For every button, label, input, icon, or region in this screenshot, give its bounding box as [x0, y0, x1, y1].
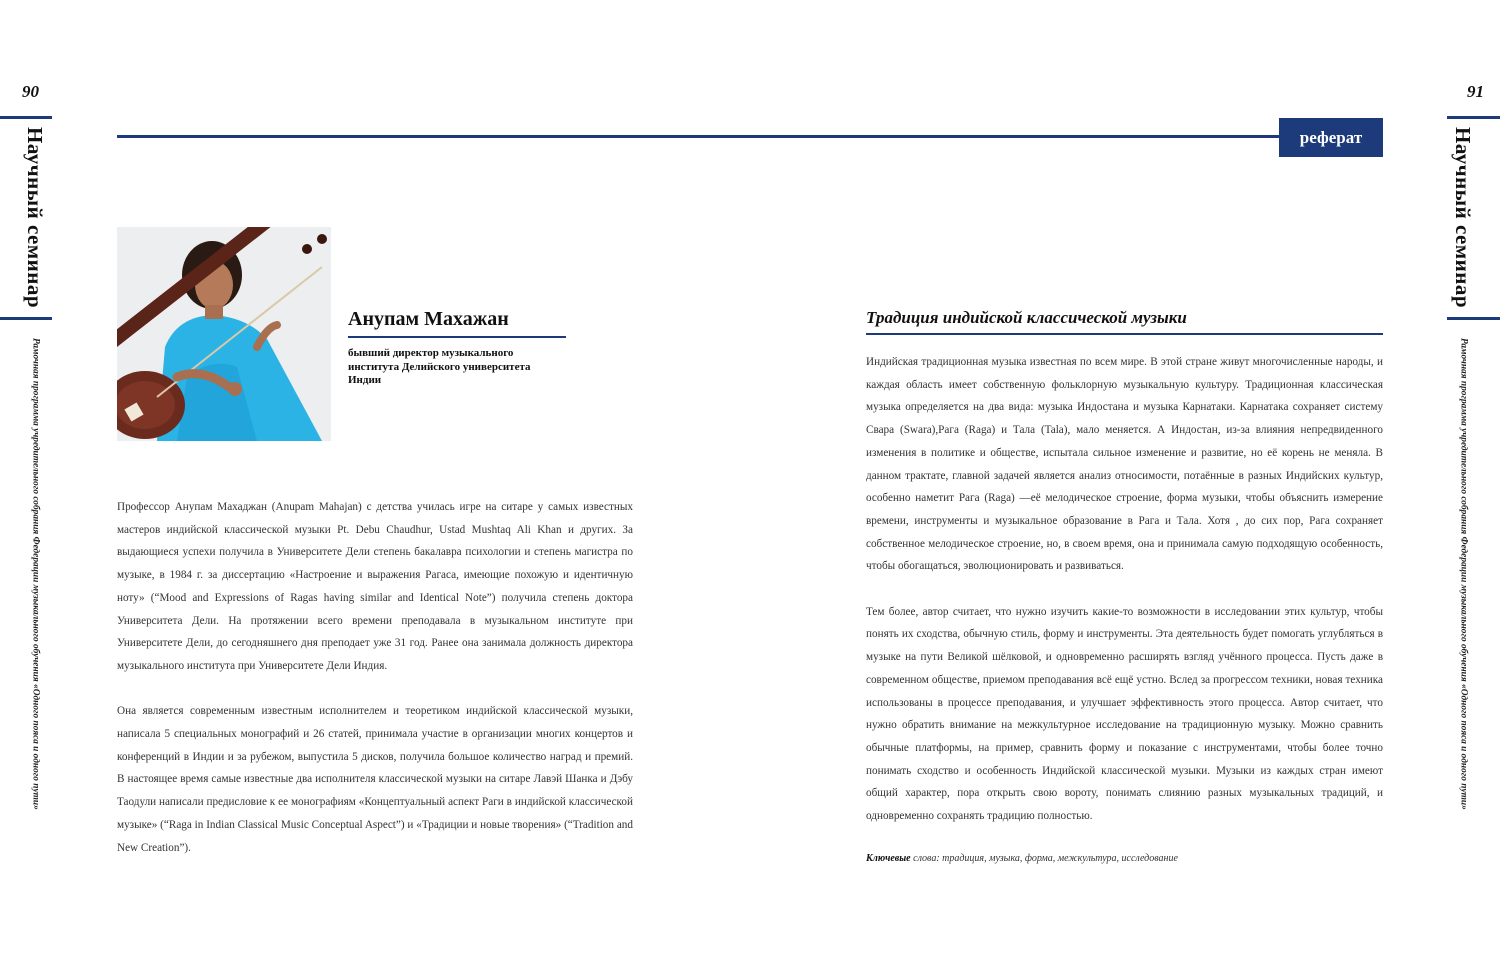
author-photo	[117, 227, 331, 441]
keywords-text: слова: традиция, музыка, форма, межкультура, исследование	[910, 853, 1178, 864]
side-rule-right-top	[1447, 116, 1500, 119]
side-title-left: Научный семинар	[23, 127, 47, 309]
abstract-paragraph: Индийская традиционная музыка известная по всем мире. В этой стране живут многочисленные народы, и каждая область имеет собственную фольклорную музыкальную культуру. Традиционная классическая музыка определяется на два вида: музыка Индостана и музыка Карнатаки. Карнатака сохраняет систему Свара (Swara),Рага (Raga) и Тала (Tala), мало меняется. А Индостан, из-за влияния непредвиденного изменения в политике и обществе, испытала сильное изменение и развитие, но её корень не меняла. В данном трактате, главной задачей является анализ относимости, потаённые в разных Индийских культур, особенно наметит Рага (Raga) —её мелодическое строение, форма музыки, чтобы объяснить измерение времени, инструменты и музыкальное образование в Рага и Тала. Хотя , до сих пор, Рага сохраняет собственное мелодическое строение, но, в своем время, она и принимала самую подходящую особенность, чтобы обогащаться, эволюционировать и развиваться.	[866, 356, 1383, 573]
side-rule-left-top	[0, 116, 52, 119]
abstract-paragraph: Тем более, автор считает, что нужно изучить какие-то возможности в исследовании этих культур, чтобы понять их сходства, обычную стиль, форму и инструменты. Эта деятельность будет помогать углубляться в музыке на пути Великой шёлковой, и одновременно расширять взгляд учённого процесса. Пусть даже в современном обществе, приемом преподавания всё ещё устно. Вслед за прогрессом техники, новая техника использованы в процессе преподавания, и улучшает эффективность этого процесса. Автор считает, что нужно обратить внимание на межкультурное исследование на традиционную музыку. Можно сравнить обычные платформы, на пример, сравнить форму и показание с инструментами, чтобы более точно понимать сходство и особенность Индийской классической музыки. Музыки из каждых стран имеют общий характер, пора открыть свою вороту, понимать слиянию разных музыкальных традиций, и одновременно сохранять традицию полностью.	[866, 605, 1383, 823]
side-rule-right-bottom	[1447, 317, 1500, 320]
bio-paragraph: Она является современным известным исполнителем и теоретиком индийской классической музыки, написала 5 специальных монографий и 26 статей, принимала участие в организации многих концертов и конференций в Индии и за рубежом, выпустила 5 дисков, получила большое количество наград и премий. В настоящее время самые известные два исполнителя классической музыки на ситаре Лавэй Шанка и Дэбу Таодули написали предисловие к ее монографиям «Концептуальный аспект Раги в индийской классической музыке» (“Raga in Indian Classical Music Conceptual Aspect”) и «Традиции и новые творения» (“Tradition and New Creation”).	[117, 705, 633, 854]
article-title: Традиция индийской классической музыки	[866, 308, 1187, 327]
author-biography	[117, 496, 633, 859]
page-number-right: 91	[1467, 82, 1484, 101]
keywords	[866, 853, 1178, 864]
bio-paragraph: Профессор Анупам Махаджан (Anupam Mahajan) с детства училась игре на ситаре у самых известных мастеров индийской классической музыки Pt. Debu Chaudhur, Ustad Mushtaq Ali Khan и других. За выдающиеся успехи получила в Университете Дели степень бакалавра психологии и степень магистра по музыке, в 1984 г. за диссертацию «Настроение и выражения Рагаса, имеющие похожую и идентичную ноту» (“Mood and Expressions of Ragas having similar and Identical Note”) получила степень доктора Университета Дели. На протяжении всего времени преподавала в музыкальном институте при Университете Дели, до сегодняшнего дня преподает уже 31 год. Ранее она занимала должность директора музыкального института при Университете Дели Индия.	[117, 501, 633, 672]
header-rule	[117, 135, 1279, 138]
side-title-right: Научный семинар	[1451, 127, 1475, 309]
section-tag: реферат	[1279, 118, 1383, 157]
author-name: Анупам Махажан	[348, 308, 509, 330]
keywords-label: Ключевые	[866, 853, 911, 864]
page-number-left: 90	[22, 82, 39, 101]
side-subtitle-right: Рамочная программа учредительного собрания Федерации музыкального обучения «Одного пояса и одного пути»	[1458, 338, 1469, 810]
side-rule-left-bottom	[0, 317, 52, 320]
article-abstract	[866, 351, 1383, 828]
side-subtitle-left: Рамочная программа учредительного собрания Федерации музыкального обучения «Одного пояса и одного пути»	[30, 338, 41, 810]
article-title-underline	[866, 333, 1383, 335]
author-name-underline	[348, 336, 566, 338]
author-role: бывший директор музыкального института Делийского университета Индии	[348, 347, 531, 386]
